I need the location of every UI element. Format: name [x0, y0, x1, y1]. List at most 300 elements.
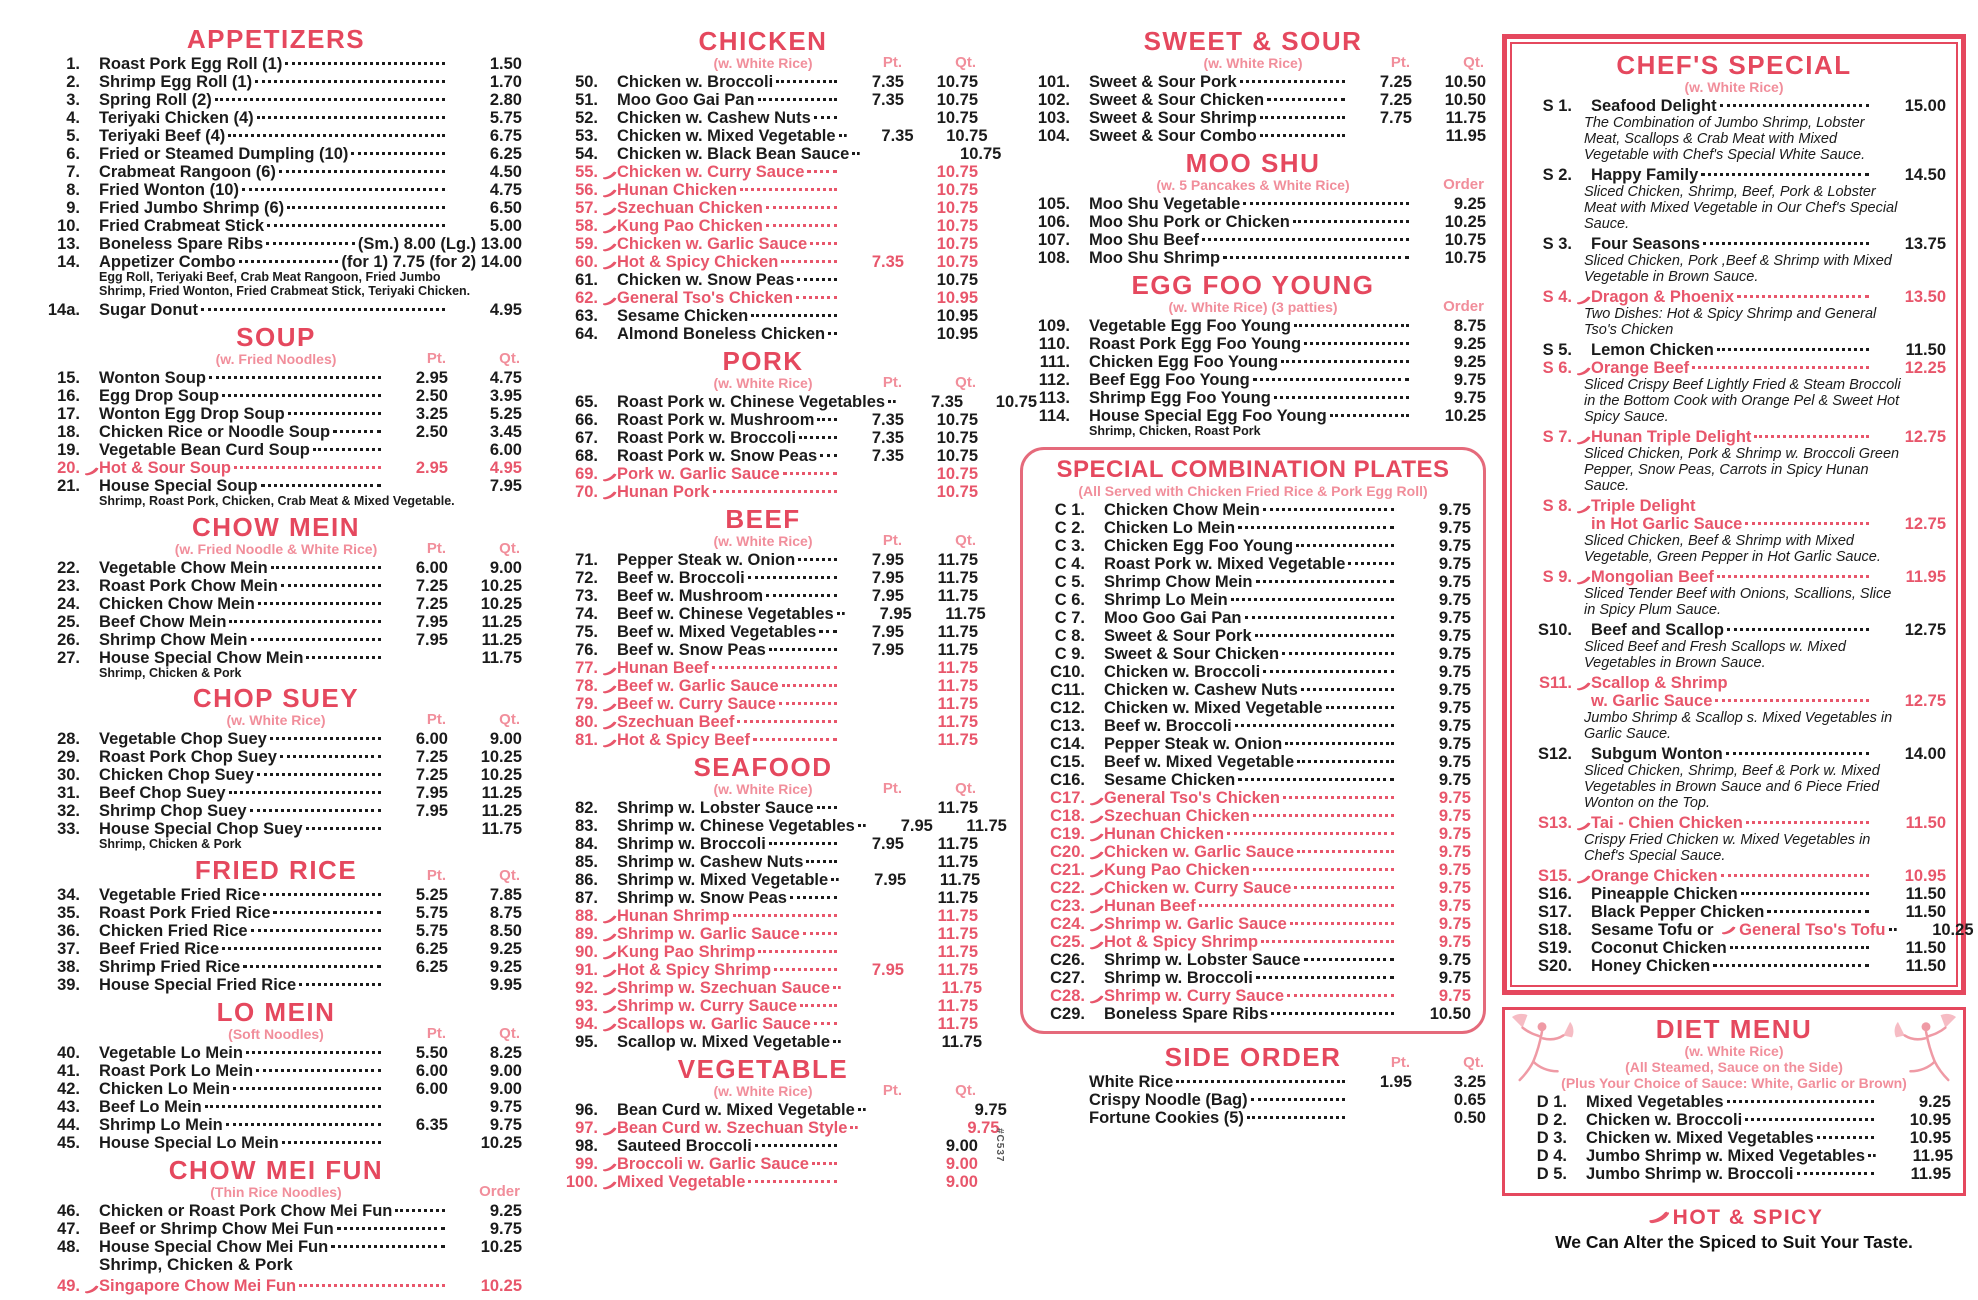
menu-section [30, 26, 522, 319]
menu-item-row [30, 1062, 522, 1080]
item-price-quart: 0.50 [1453, 1108, 1486, 1127]
dotted-leader [333, 430, 381, 433]
section-items [30, 1202, 522, 1295]
section-title: SWEET & SOUR [1143, 26, 1363, 56]
item-name: Chicken w. Garlic Sauce [1104, 842, 1295, 861]
item-number: 76. [575, 641, 598, 659]
menu-item [30, 235, 522, 253]
menu-item [1035, 735, 1471, 753]
item-name: Pepper Steak w. Onion [617, 551, 796, 569]
item-price: 11.95 [1905, 568, 1946, 586]
menu-item-row [1035, 627, 1471, 645]
menu-item-row [1035, 501, 1471, 519]
item-price-quart: 11.75 [945, 605, 986, 623]
menu-item-row [30, 904, 522, 922]
item-number: C25. [1035, 933, 1085, 951]
item-price-pint: 7.95 [871, 551, 904, 569]
item-number: 74. [575, 605, 598, 623]
section-title: CHOW MEI FUN [168, 1154, 384, 1185]
item-price-pint: 6.25 [415, 957, 448, 976]
menu-item [30, 1202, 522, 1220]
item-price: 13.75 [1904, 235, 1946, 253]
dotted-leader [226, 1123, 381, 1126]
item-price-quart: 8.50 [489, 921, 522, 940]
menu-item-row [548, 907, 978, 925]
menu-item [1522, 903, 1946, 921]
item-price: 10.95 [1909, 1129, 1951, 1147]
item-price: 12.75 [1904, 428, 1946, 446]
quart-column-label: Qt. [955, 532, 976, 549]
item-price: 10.25 [1444, 407, 1486, 425]
item-name: Almond Boneless Chicken [617, 325, 826, 343]
dotted-leader [858, 824, 866, 827]
item-name: Beef w. Broccoli [617, 569, 745, 587]
menu-item [548, 961, 978, 979]
item-price: 10.25 [480, 1276, 522, 1295]
section-title: VEGETABLE [677, 1054, 849, 1084]
item-number: 88. [548, 907, 598, 925]
item-name: Beef Chow Mein [99, 612, 227, 631]
item-price: 9.75 [1438, 572, 1471, 591]
item-name-line1: Scallop & Shrimp [1591, 674, 1728, 692]
item-name: Mongolian Beef [1591, 568, 1714, 586]
item-price: (Sm.) 8.00 (Lg.) 13.00 [357, 235, 522, 253]
item-name: Mixed Vegetable [617, 1173, 746, 1191]
item-name: Chicken Fried Rice [99, 921, 248, 940]
quart-column-label: Qt. [955, 54, 976, 71]
menu-item [1522, 867, 1946, 885]
item-price-quart: 10.25 [480, 1133, 522, 1152]
menu-item [1517, 1147, 1954, 1165]
menu-item [548, 695, 978, 713]
item-price: 9.75 [1438, 986, 1471, 1005]
item-name: Szechuan Beef [617, 713, 735, 731]
menu-item-row [1035, 519, 1471, 537]
quart-column-label: Qt. [955, 374, 976, 391]
menu-item [548, 1173, 978, 1191]
menu-item-row [1035, 609, 1471, 627]
item-price: 11.95 [1910, 1165, 1951, 1183]
item-number: S20. [1538, 957, 1572, 975]
menu-item [548, 943, 978, 961]
chili-pepper-icon [1576, 571, 1591, 589]
item-description: Sliced Beef and Fresh Scallops w. Mixed Vegetables in Brown Sauce. [1584, 639, 1846, 671]
price-column-headers [838, 374, 976, 391]
dotted-leader [1287, 994, 1394, 997]
menu-item [1522, 621, 1946, 671]
item-price-quart: 9.25 [489, 957, 522, 976]
dotted-leader [1715, 699, 1869, 702]
menu-item-row [548, 1015, 978, 1033]
section-subtitle: (w. White Rice) [1684, 1043, 1784, 1059]
menu-item-row [1020, 249, 1486, 267]
dotted-leader [229, 620, 381, 623]
item-price-quart: 9.00 [489, 1079, 522, 1098]
item-name: Vegetable Chop Suey [99, 730, 267, 748]
dotted-leader [1240, 80, 1345, 83]
menu-item [1517, 1093, 1951, 1111]
menu-item-row [548, 181, 978, 199]
item-number: S12. [1538, 745, 1572, 763]
dotted-leader [888, 400, 896, 403]
item-name: Vegetable Chow Mein [99, 558, 268, 577]
item-number: 37. [57, 939, 80, 958]
item-name: Beef w. Snow Peas [617, 641, 766, 659]
menu-item [30, 1044, 522, 1062]
section-header [548, 506, 978, 549]
item-number: 105. [1037, 195, 1070, 213]
menu-item-row [1517, 1093, 1951, 1111]
menu-item [30, 55, 522, 73]
menu-item-row [30, 55, 522, 73]
menu-item [548, 73, 978, 91]
menu-item-row [548, 253, 978, 271]
dotted-leader [1745, 1118, 1874, 1121]
order-column-label: Order [1443, 298, 1484, 315]
dotted-leader [1253, 378, 1409, 381]
item-price-pint: 6.00 [415, 730, 448, 748]
menu-item-row [30, 958, 522, 976]
item-name: House Special Egg Foo Young [1089, 407, 1327, 425]
menu-item [548, 871, 981, 889]
menu-item-row [1035, 969, 1471, 987]
item-price-quart: 10.95 [936, 307, 978, 325]
menu-item [1522, 341, 1946, 359]
item-number: C13. [1050, 716, 1085, 735]
menu-item-row [30, 301, 522, 319]
item-name: Chicken w. Snow Peas [617, 271, 795, 289]
menu-item-row [1020, 335, 1486, 353]
menu-item [30, 940, 522, 958]
dotted-leader [1267, 98, 1345, 101]
menu-item [1517, 1129, 1951, 1147]
item-number: 93. [548, 997, 598, 1015]
item-number: 107. [1037, 231, 1070, 249]
item-number: 109. [1037, 317, 1070, 335]
chili-pepper-icon [1089, 864, 1104, 882]
item-price-quart: 11.75 [937, 799, 978, 817]
section-header [30, 1154, 522, 1200]
dotted-leader [1701, 173, 1869, 176]
chili-pepper-icon [602, 982, 617, 1000]
menu-item [548, 393, 1038, 411]
dotted-leader [1199, 904, 1394, 907]
item-name: Shrimp w. Lobster Sauce [1104, 950, 1301, 969]
item-price-quart: 10.75 [936, 91, 978, 109]
section-subtitle: (Plus Your Choice of Sauce: White, Garlic or Brown) [1561, 1075, 1907, 1091]
item-price-quart: 3.95 [489, 387, 522, 405]
chili-pepper-icon [1089, 900, 1104, 918]
menu-item [1035, 627, 1471, 645]
item-price-pint: 7.95 [415, 784, 448, 802]
section-header [30, 854, 522, 885]
menu-item [1035, 987, 1471, 1005]
item-name: Roast Pork w. Snow Peas [617, 447, 818, 465]
item-price-quart: 9.75 [974, 1101, 1007, 1119]
quart-column-label: Qt. [499, 866, 520, 884]
column-3-sections [1020, 28, 1486, 1127]
item-price-quart: 11.75 [937, 713, 978, 731]
dotted-leader [1281, 360, 1409, 363]
item-price: 9.75 [1438, 644, 1471, 663]
item-price-pint: 5.50 [415, 1043, 448, 1062]
item-number: 91. [548, 961, 598, 979]
dotted-leader [1285, 742, 1394, 745]
item-name: Broccoli w. Garlic Sauce [617, 1155, 809, 1173]
item-price-quart: 9.00 [945, 1155, 978, 1173]
item-name: Fried Crabmeat Stick [99, 217, 265, 235]
menu-item [30, 181, 522, 199]
item-name: Shrimp Chop Suey [99, 802, 247, 820]
item-name: Sweet & Sour Pork [1089, 73, 1237, 91]
menu-item [548, 109, 978, 127]
item-name: Dragon & Phoenix [1591, 288, 1735, 306]
menu-item-row [1020, 109, 1486, 127]
item-name: Chicken w. Black Bean Sauce [617, 145, 850, 163]
item-price-quart: 11.25 [481, 630, 522, 649]
menu-item [1020, 335, 1486, 353]
menu-item-row [548, 853, 978, 871]
item-price-quart: 11.75 [937, 731, 978, 749]
menu-item [1035, 537, 1471, 555]
order-column-label: Order [479, 1182, 520, 1200]
item-name: Shrimp w. Lobster Sauce [617, 799, 814, 817]
dotted-leader [1713, 964, 1869, 967]
item-price-pint: 5.75 [415, 903, 448, 922]
item-price-pint: 6.00 [415, 558, 448, 577]
dotted-leader [1290, 922, 1394, 925]
item-number: C 7. [1054, 608, 1085, 627]
dotted-leader [1245, 616, 1394, 619]
item-price: 11.50 [1905, 814, 1946, 832]
quart-column-label: Qt. [955, 780, 976, 797]
menu-item-row [1035, 591, 1471, 609]
dotted-leader [1202, 238, 1409, 241]
menu-item [1020, 1073, 1486, 1091]
dotted-leader [713, 490, 837, 493]
item-number: 17. [57, 405, 80, 423]
item-number: 89. [548, 925, 598, 943]
item-number: C10. [1050, 662, 1085, 681]
item-price: 9.75 [1453, 371, 1486, 389]
section-items [30, 730, 522, 852]
menu-item-row [548, 411, 978, 429]
item-number: C16. [1050, 770, 1085, 789]
menu-item [30, 886, 522, 904]
menu-item [1035, 699, 1471, 717]
dotted-leader [1260, 134, 1345, 137]
quart-column-label: Qt. [955, 1082, 976, 1099]
dotted-leader [1243, 202, 1409, 205]
menu-item-row [1020, 1073, 1486, 1091]
item-name: Happy Family [1591, 166, 1699, 184]
section-title: EGG FOO YOUNG [1131, 270, 1375, 300]
dotted-leader [1797, 1172, 1875, 1175]
quart-column-label: Qt. [499, 711, 520, 728]
item-name: Kung Pao Chicken [1104, 860, 1250, 879]
item-note: Shrimp, Chicken & Pork [99, 837, 242, 851]
item-number: 49. [30, 1277, 80, 1295]
pint-column-label: Pt. [882, 1082, 902, 1099]
menu-column-3 [1020, 28, 1486, 1132]
item-name: Subgum Wonton [1591, 745, 1723, 763]
pint-column-label: Pt. [1390, 54, 1410, 71]
item-name: Lemon Chicken [1591, 341, 1714, 359]
menu-item-row [1517, 1165, 1951, 1183]
menu-item-row [30, 441, 522, 459]
dotted-leader [828, 332, 837, 335]
item-number: C28. [1035, 987, 1085, 1005]
item-number: 38. [57, 957, 80, 976]
dotted-leader [205, 1105, 381, 1108]
item-name: Beef w. Broccoli [1104, 716, 1232, 735]
dotted-leader [1730, 946, 1869, 949]
menu-item [1020, 371, 1486, 389]
menu-section [1020, 1041, 1486, 1127]
dotted-leader [243, 965, 381, 968]
item-price-quart: 11.75 [937, 853, 978, 871]
item-number: C21. [1035, 861, 1085, 879]
item-number: 8. [66, 181, 80, 199]
menu-item-row [1522, 341, 1946, 359]
dotted-leader [814, 116, 837, 119]
dotted-leader [281, 584, 381, 587]
item-price: 10.25 [1932, 921, 1974, 939]
menu-item-row [548, 289, 978, 307]
section-title: CHOP SUEY [192, 683, 360, 713]
menu-item-row [548, 393, 1038, 411]
menu-section [548, 346, 1038, 501]
section-title: MOO SHU [1185, 148, 1321, 178]
section-header [548, 754, 978, 797]
menu-item [30, 1080, 522, 1098]
item-number: 104. [1037, 127, 1070, 145]
quart-column-label: Qt. [499, 539, 520, 557]
item-name: Chicken w. Cashew Nuts [1104, 680, 1298, 699]
item-name: Beef w. Mixed Vegetables [617, 623, 817, 641]
section-header [30, 324, 522, 367]
dotted-leader [1767, 910, 1869, 913]
item-price-pint: 7.35 [871, 91, 904, 109]
item-name: Moo Shu Shrimp [1089, 249, 1221, 267]
item-number: 19. [57, 441, 80, 459]
dotted-leader [285, 62, 445, 65]
item-price: 13.50 [1904, 288, 1946, 306]
item-name: Orange Beef [1591, 359, 1690, 377]
item-name: in Hot Garlic Sauce [1591, 515, 1743, 533]
item-price-pint: 7.35 [871, 429, 904, 447]
dotted-leader [271, 566, 381, 569]
menu-item-row [548, 1101, 1007, 1119]
dotted-leader [1263, 670, 1394, 673]
item-number: 78. [548, 677, 598, 695]
menu-item [548, 817, 1007, 835]
menu-item [548, 235, 978, 253]
item-price: 5.75 [489, 109, 522, 127]
menu-item-row [1035, 699, 1471, 717]
item-number: 94. [548, 1015, 598, 1033]
dotted-leader [1741, 892, 1869, 895]
menu-item-row [30, 1238, 522, 1256]
section-items [1020, 73, 1486, 145]
menu-item-row [1522, 957, 1946, 975]
item-name: Chicken Chow Mein [1104, 500, 1260, 519]
pint-column-label: Pt. [882, 780, 902, 797]
item-price-quart: 10.50 [1444, 91, 1486, 109]
menu-item-row [1020, 371, 1486, 389]
item-name: Chicken w. Cashew Nuts [617, 109, 811, 127]
item-price: 9.75 [489, 1219, 522, 1238]
item-name: Shrimp Egg Foo Young [1089, 389, 1271, 407]
menu-item [548, 1119, 1000, 1137]
section-items [1020, 317, 1486, 439]
dotted-leader [1297, 850, 1394, 853]
menu-item [548, 677, 978, 695]
dotted-leader [279, 170, 445, 173]
item-name: White Rice [1089, 1072, 1174, 1091]
menu-item-row [30, 886, 522, 904]
dotted-leader [774, 968, 837, 971]
item-name: Chicken Chow Mein [99, 594, 255, 613]
section-header [1522, 52, 1946, 95]
item-price-quart: 10.75 [936, 73, 978, 91]
chili-pepper-icon [602, 220, 617, 238]
dotted-leader [299, 1284, 445, 1287]
dotted-leader [817, 418, 837, 421]
item-price: 10.75 [1444, 231, 1486, 249]
item-number: 47. [57, 1219, 80, 1238]
section-header [30, 511, 522, 557]
dotted-leader [1231, 598, 1394, 601]
item-price: 10.25 [1444, 213, 1486, 231]
menu-item [30, 1062, 522, 1080]
item-number: 110. [1038, 335, 1070, 353]
menu-item [1522, 359, 1946, 425]
item-number: 14. [57, 253, 80, 271]
menu-item [1035, 753, 1471, 771]
menu-item-row [548, 659, 978, 677]
item-name: Sweet & Sour Combo [1089, 127, 1257, 145]
menu-item [30, 730, 522, 748]
section-subtitle: (w. Fried Noodles) [215, 351, 337, 367]
item-price: 9.75 [1438, 734, 1471, 753]
menu-item-row [30, 631, 522, 649]
item-name: Mixed Vegetables [1586, 1093, 1724, 1111]
section-title: PORK [722, 346, 804, 376]
item-name: Shrimp Lo Mein [1104, 590, 1228, 609]
menu-item [1035, 861, 1471, 879]
section-title: SPECIAL COMBINATION PLATES [1056, 455, 1450, 483]
item-price-pint: 6.35 [415, 1115, 448, 1134]
menu-item-row [1035, 789, 1471, 807]
item-price-quart: 11.75 [937, 677, 978, 695]
item-price-pint: 7.95 [900, 817, 933, 835]
item-name: Crabmeat Rangoon (6) [99, 163, 276, 181]
dotted-leader [1720, 104, 1869, 107]
chili-pepper-icon [602, 1000, 617, 1018]
item-price-quart: 11.75 [937, 587, 978, 605]
dotted-leader [282, 1141, 381, 1144]
menu-item [1035, 843, 1471, 861]
menu-item [548, 465, 978, 483]
chili-pepper-icon [1089, 810, 1104, 828]
menu-item-row [1522, 568, 1946, 586]
dotted-leader [251, 929, 381, 932]
item-description: Sliced Crispy Beef Lightly Fried & Steam Broccoli in the Bottom Cook with Orange Pel & Sweet Hot Spicy Sauce. [1584, 377, 1901, 425]
item-number: 59. [548, 235, 598, 253]
chili-pepper-icon [1089, 846, 1104, 864]
menu-item-row [548, 641, 978, 659]
